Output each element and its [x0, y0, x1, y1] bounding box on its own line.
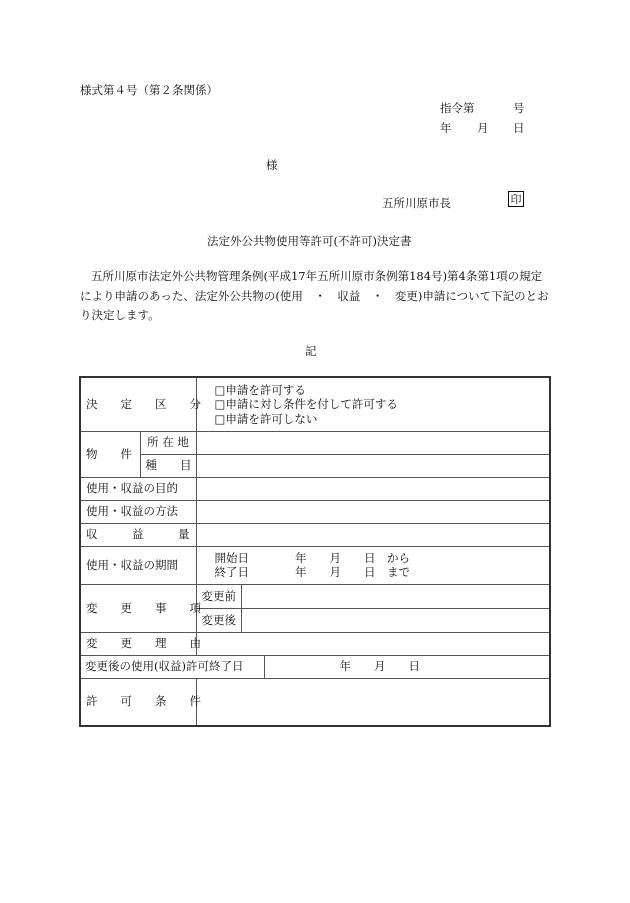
type-row: [80, 454, 550, 477]
post-change-date[interactable]: 年 月 日: [264, 655, 550, 678]
type-label: 種 目: [140, 454, 196, 477]
purpose-row: [80, 477, 550, 500]
property-label: 物 件: [80, 431, 140, 477]
type-value[interactable]: [196, 454, 550, 477]
after-label: 変更後: [196, 608, 241, 632]
date-month-label: 月: [477, 121, 489, 135]
decision-row: [80, 377, 550, 431]
seal-mark: 印: [508, 191, 524, 207]
post-change-end-row: [80, 655, 550, 678]
order-number-label: 指令第: [440, 101, 475, 115]
period-end[interactable]: 終了日 年 月 日 まで: [214, 565, 410, 579]
purpose-label: 使用・収益の目的: [80, 477, 196, 500]
order-number-suffix: 号: [513, 101, 525, 115]
decision-label: 決 定 区 分: [80, 377, 196, 431]
change-reason-row: [80, 632, 550, 655]
method-row: [80, 500, 550, 523]
issuer-name: 五所川原市長: [382, 196, 451, 210]
method-label: 使用・収益の方法: [80, 500, 196, 523]
location-label: 所 在 地: [140, 431, 196, 454]
option-approve[interactable]: □申請を許可する: [214, 382, 306, 397]
ki-heading: 記: [305, 344, 317, 358]
amount-value[interactable]: [196, 523, 550, 546]
change-item-label: 変 更 事 項: [80, 584, 196, 632]
amount-label: 収 益 量: [80, 523, 196, 546]
date-day-label: 日: [513, 121, 525, 135]
period-label: 使用・収益の期間: [80, 546, 196, 584]
change-reason-label: 変 更 理 由: [80, 632, 196, 655]
purpose-value[interactable]: [196, 477, 550, 500]
conditions-value[interactable]: [196, 678, 550, 726]
post-change-label: 変更後の使用(収益)許可終了日: [80, 655, 264, 678]
decision-options: [196, 377, 550, 431]
period-start[interactable]: 開始日 年 月 日 から: [214, 550, 410, 565]
conditions-label: 許 可 条 件: [80, 678, 196, 726]
after-value[interactable]: [241, 608, 550, 632]
before-label: 変更前: [196, 584, 241, 608]
change-before-row: [80, 584, 550, 608]
form-number: 様式第４号（第２条関係）: [80, 83, 218, 97]
conditions-row: [80, 678, 550, 726]
addressee-suffix: 様: [266, 158, 278, 172]
location-row: [80, 431, 550, 454]
before-value[interactable]: [241, 584, 550, 608]
amount-row: [80, 523, 550, 546]
method-value[interactable]: [196, 500, 550, 523]
date-year-label: 年: [440, 121, 452, 135]
option-approve-with-conditions[interactable]: □申請に対し条件を付して許可する: [214, 397, 398, 411]
period-value: [196, 546, 550, 584]
change-reason-value[interactable]: [196, 632, 550, 655]
document-title: 法定外公共物使用等許可(不許可)決定書: [207, 234, 412, 248]
decision-form-table: [79, 376, 551, 727]
body-paragraph: 五所川原市法定外公共物管理条例(平成17年五所川原市条例第184号)第4条第1項の規定により申請のあった、法定外公共物の(使用 ・ 収益 ・ 変更)申請について下記のとおり決定します。: [80, 269, 549, 322]
period-row: [80, 546, 550, 584]
option-reject[interactable]: □申請を許可しない: [214, 411, 318, 426]
location-value[interactable]: [196, 431, 550, 454]
